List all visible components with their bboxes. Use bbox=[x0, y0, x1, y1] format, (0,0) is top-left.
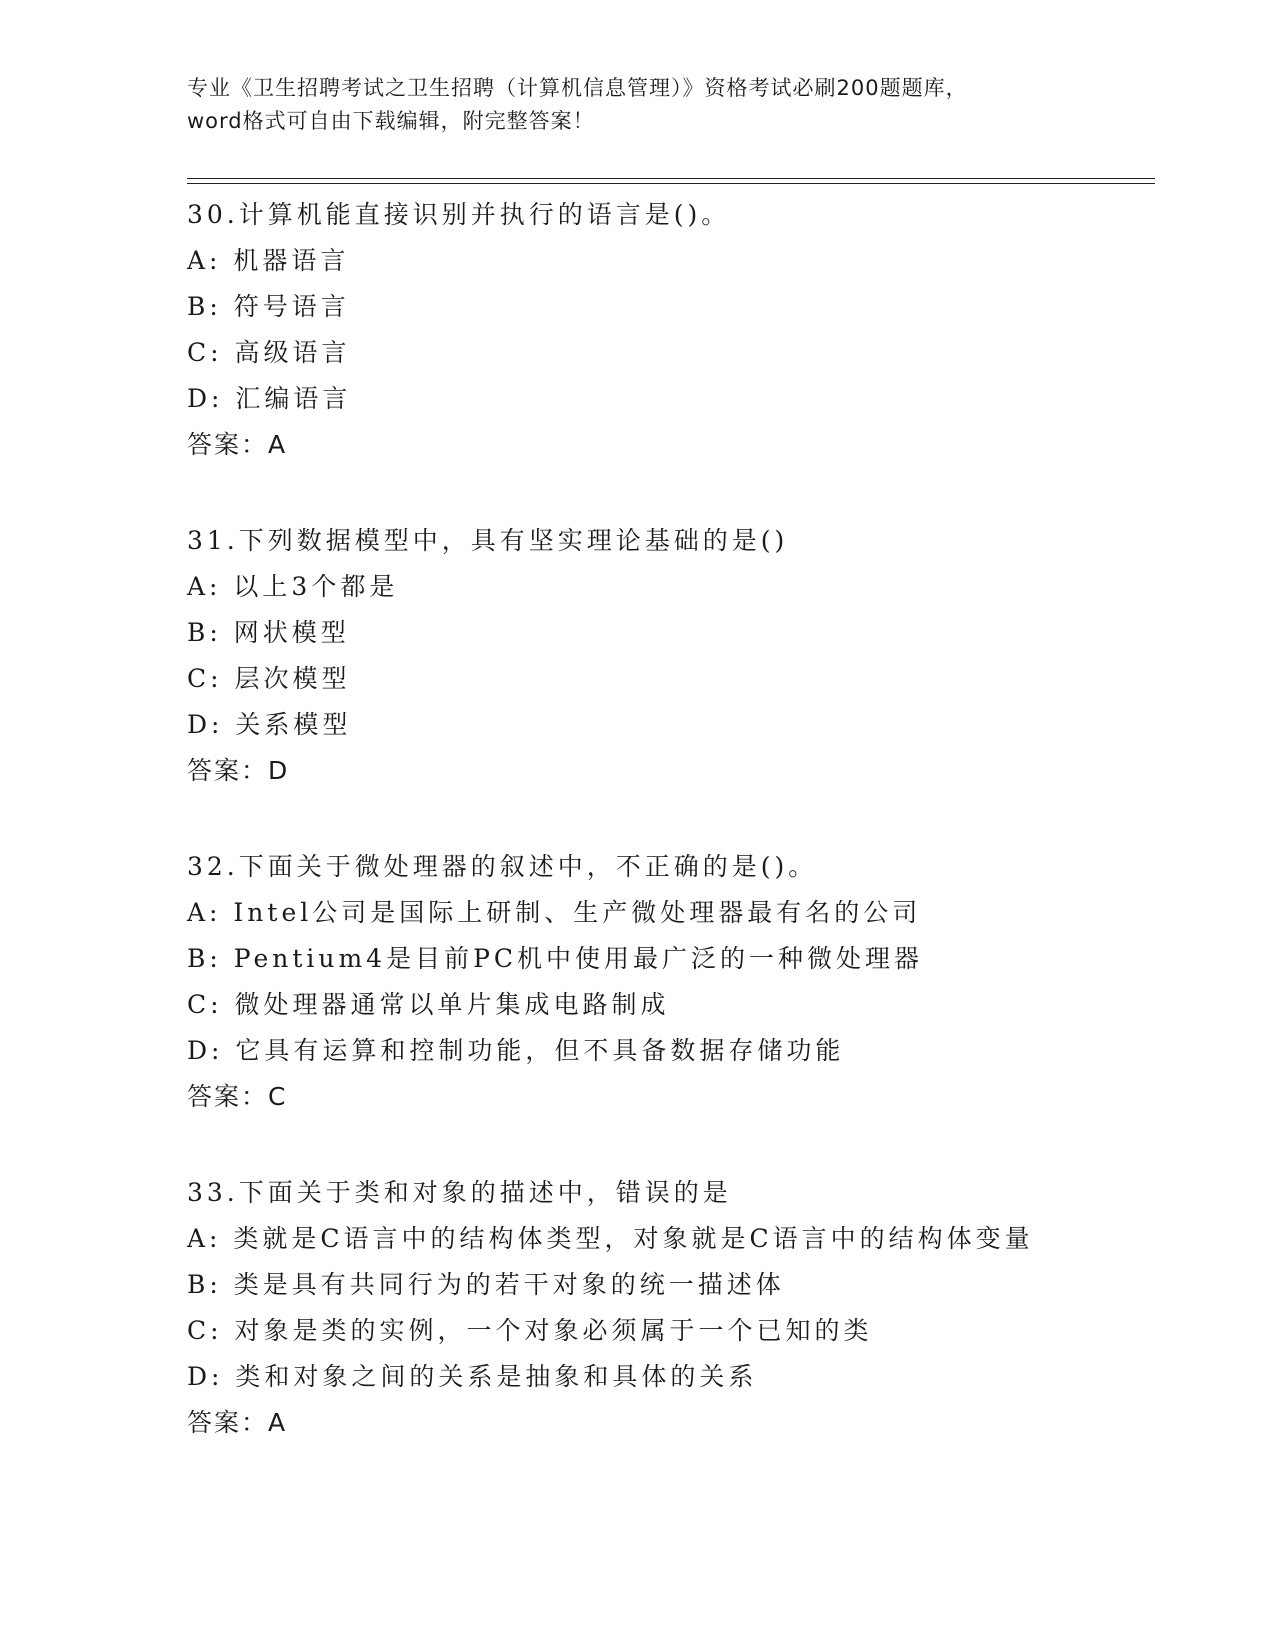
option-a: A: 类就是C语言中的结构体类型，对象就是C语言中的结构体变量 bbox=[187, 1224, 1034, 1253]
option-a: A: 机器语言 bbox=[187, 246, 350, 275]
question-30 bbox=[187, 192, 1155, 468]
answer: 答案：D bbox=[187, 756, 290, 785]
answer: 答案：A bbox=[187, 430, 288, 459]
option-d: D: 它具有运算和控制功能，但不具备数据存储功能 bbox=[187, 1036, 845, 1065]
question-32 bbox=[187, 844, 1155, 1120]
option-c: C: 层次模型 bbox=[187, 664, 351, 693]
option-b: B: 网状模型 bbox=[187, 618, 350, 647]
option-b: B: 符号语言 bbox=[187, 292, 350, 321]
question-31 bbox=[187, 518, 1155, 794]
option-d: D: 关系模型 bbox=[187, 710, 352, 739]
header-line-2: word格式可自由下载编辑，附完整答案！ bbox=[187, 109, 595, 133]
option-d: D: 类和对象之间的关系是抽象和具体的关系 bbox=[187, 1362, 758, 1391]
option-b: B: 类是具有共同行为的若干对象的统一描述体 bbox=[187, 1270, 785, 1299]
document-header bbox=[187, 72, 1087, 138]
question-stem: 32.下面关于微处理器的叙述中，不正确的是()。 bbox=[187, 852, 818, 881]
option-d: D: 汇编语言 bbox=[187, 384, 352, 413]
header-rule-top bbox=[187, 178, 1155, 179]
question-stem: 33.下面关于类和对象的描述中，错误的是 bbox=[187, 1178, 732, 1207]
option-c: C: 高级语言 bbox=[187, 338, 351, 367]
question-stem: 31.下列数据模型中，具有坚实理论基础的是() bbox=[187, 526, 789, 555]
option-c: C: 对象是类的实例，一个对象必须属于一个已知的类 bbox=[187, 1316, 873, 1345]
answer: 答案：C bbox=[187, 1082, 288, 1111]
option-b: B: Pentium4是目前PC机中使用最广泛的一种微处理器 bbox=[187, 944, 924, 973]
option-c: C: 微处理器通常以单片集成电路制成 bbox=[187, 990, 670, 1019]
header-line-1: 专业《卫生招聘考试之卫生招聘（计算机信息管理）》资格考试必刷200题题库， bbox=[187, 76, 968, 100]
question-list bbox=[187, 192, 1155, 1496]
header-rule-bottom bbox=[187, 183, 1155, 184]
option-a: A: 以上3个都是 bbox=[187, 572, 399, 601]
question-33 bbox=[187, 1170, 1155, 1446]
option-a: A: Intel公司是国际上研制、生产微处理器最有名的公司 bbox=[187, 898, 922, 927]
question-stem: 30.计算机能直接识别并执行的语言是()。 bbox=[187, 200, 731, 229]
answer: 答案：A bbox=[187, 1408, 288, 1437]
